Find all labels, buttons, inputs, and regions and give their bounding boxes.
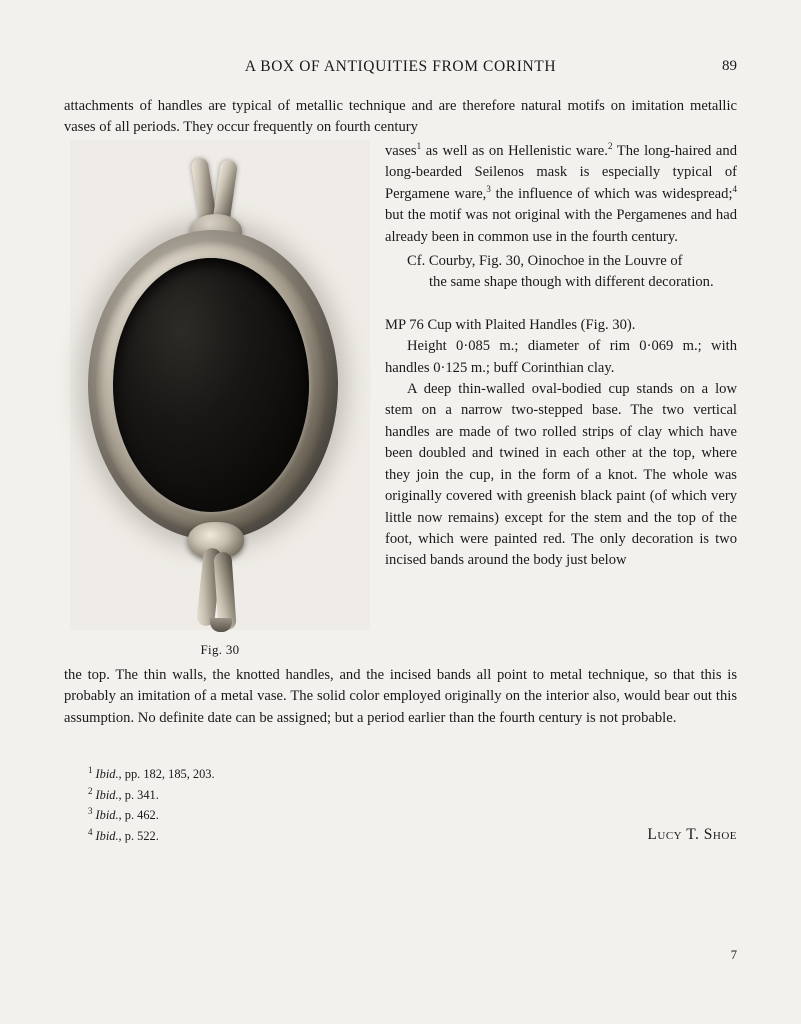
paragraph-continuation: attachments of handles are typical of metallic technique and are therefore natural motifs on imitation metallic vases of all periods. They occur frequently on fourth century [64, 98, 737, 136]
footnote-item [88, 783, 588, 804]
text-run-5: but the motif was not original with the Pergamenes and had already been in common use in the fourth century. [385, 207, 737, 245]
footnote-item [88, 824, 588, 845]
paragraph-seilenos-mask [385, 141, 737, 248]
footnote-item [88, 803, 588, 824]
figure-30-image [70, 140, 370, 630]
footnote-ibid: Ibid., [95, 808, 122, 823]
cup-interior [113, 258, 309, 512]
footnote-item [88, 762, 588, 783]
footnote-number: 2 [88, 785, 93, 796]
sheet-signature-number: 7 [730, 948, 737, 962]
top-paragraph-block [64, 96, 737, 139]
cf-line-first: Cf. Courby, Fig. 30, Oinochoe in the Louvre of [407, 253, 683, 270]
text-run-2: as well as on Hellenistic ware. [421, 143, 608, 159]
figure-30 [64, 140, 376, 658]
text-run-1: vases [385, 143, 417, 159]
catalog-entry-heading: MP 76 Cup with Plaited Handles (Fig. 30). [385, 316, 636, 333]
footnote-text: p. 522. [121, 829, 159, 843]
footnote-number: 3 [88, 806, 93, 817]
handle-tip [210, 618, 232, 632]
paragraph-dimensions: Height 0·085 m.; diameter of rim 0·069 m.; with handles 0·125 m.; buff Corinthian clay. [385, 338, 737, 376]
right-column [385, 141, 737, 572]
author-signature: Lucy T. Shoe [647, 826, 737, 843]
footnote-ref-1: 1 [416, 141, 422, 152]
text-run-4: the influence of which was widespread; [490, 185, 733, 202]
footnote-ibid: Ibid., [95, 767, 122, 782]
footnote-text: p. 341. [121, 787, 159, 802]
footnote-number: 4 [88, 826, 93, 837]
paragraph-description: A deep thin-walled oval-bodied cup stands on a low stem on a narrow two-stepped base. The two vertical handles are made of two rolled strips of clay which have been doubled and twined in each other at the top, where they join the cup, in the form of a knot. The whole was originally covered with greenish black paint (of which very little now remains) except for the stem and the top of the foot, which were painted red. The only decoration is two incised bands around the body just below [385, 381, 737, 569]
text-run-3: The long-haired and long-bearded Seilenos mask is especially typical of Pergamene ware, [385, 143, 737, 202]
footnote-ref-2: 2 [607, 141, 613, 152]
footnote-ibid: Ibid., [95, 787, 122, 802]
footnote-ref-3: 3 [486, 183, 491, 194]
lower-plaited-handle [182, 522, 252, 630]
paragraph-conclusion: the top. The thin walls, the knotted handles, and the incised bands all point to metal technique, so that this is probably an imitation of a metal vase. The solid color employed originally on the interior also, would bear out this assumption. No definite date can be assigned; but a period earlier than the fourth century is not probable. [64, 667, 737, 726]
cf-courby-note [385, 251, 737, 294]
footnote-list [88, 762, 588, 845]
running-title: A BOX OF ANTIQUITIES FROM CORINTH [244, 58, 557, 75]
footnote-ref-4: 4 [732, 183, 737, 194]
cup-photograph [70, 140, 370, 630]
footnote-text: pp. 182, 185, 203. [121, 767, 215, 782]
page-header [0, 58, 801, 80]
footnote-ibid: Ibid., [95, 829, 122, 843]
footnote-text: p. 462. [121, 808, 159, 823]
figure-30-caption: Fig. 30 [200, 642, 240, 657]
footnote-number: 1 [88, 765, 93, 775]
page-folio-number: 89 [722, 58, 737, 74]
tail-paragraph-block [64, 665, 737, 729]
cf-line-second: the same shape though with different decoration. [429, 274, 714, 291]
